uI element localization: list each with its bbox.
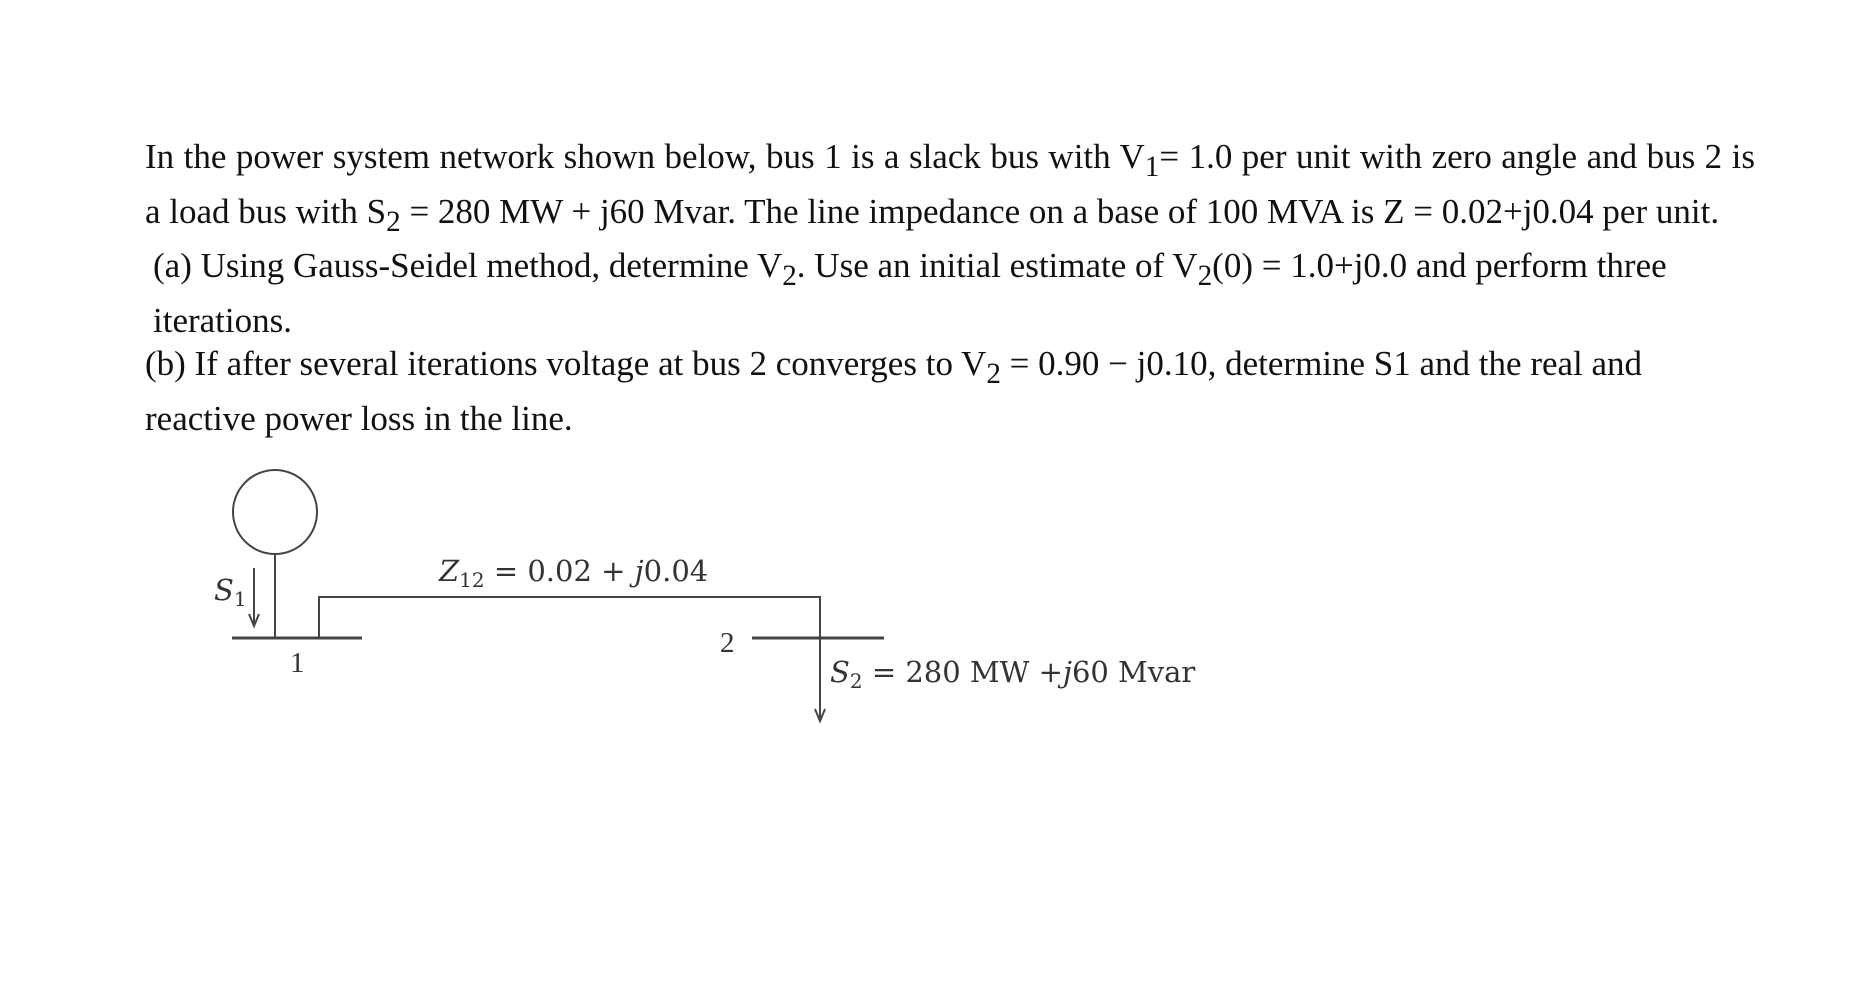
generator-symbol [233, 470, 317, 554]
part-b-text-1: (b) If after several iterations voltage at bus 2 converges to V [145, 344, 987, 383]
intro-text-3: = 280 MW + j60 Mvar. The line impedance on a base of 100 MVA is Z = 0.02+j0.04 per unit. [400, 191, 1720, 231]
part-b-text-2: = 0.90 − j0.10, determine S1 and the real and reactive power loss in the line. [145, 344, 1643, 438]
v1-subscript: 1 [1144, 151, 1160, 183]
bus-2-label: 2 [720, 627, 735, 659]
s2-subscript: 2 [386, 205, 401, 238]
bus-1-label: 1 [290, 647, 305, 679]
line-impedance-label: $Z_{12} = 0.02 + j0.04$ [439, 554, 709, 592]
load-power-label: $S_2 = 280$ MW +j60 Mvar [830, 655, 1196, 693]
part-b-v2-subscript: 2 [986, 358, 1001, 390]
intro-text-1: In the power system network shown below, bus 1 is a slack bus with V [145, 137, 1145, 176]
part-a-v2-subscript: 2 [782, 260, 797, 292]
part-a-text-3: (0) = 1.0+j0.0 and perform three iterations. [153, 246, 1667, 340]
s1-label: $S_1$ [214, 573, 247, 611]
transmission-line [319, 597, 820, 638]
part-a-text-2: . Use an initial estimate of V [796, 246, 1198, 285]
part-a-v20-subscript: 2 [1197, 260, 1213, 292]
part-a-text-1: (a) Using Gauss-Seidel method, determine V [153, 246, 783, 285]
intro-text-2: = 1.0 per unit with zero angle and bus 2 is a load bus with S [145, 137, 1755, 231]
